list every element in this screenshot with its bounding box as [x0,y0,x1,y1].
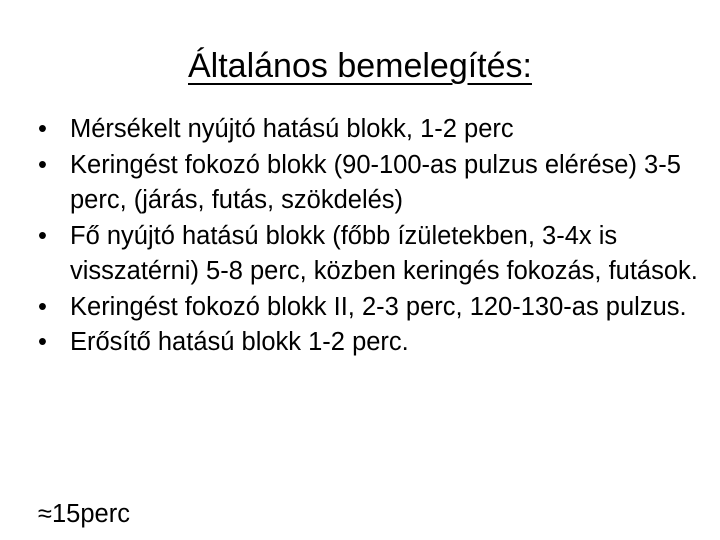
bullet-item [38,290,698,326]
total-duration-note: ≈15perc [38,500,130,528]
bullet-item [38,148,698,219]
bullet-icon: • [38,221,47,250]
bullet-text: Fő nyújtó hatású blokk (főbb ízületekben, 3-4x is visszatérni) 5-8 perc, közben keringés fokozás, futások. [70,221,698,285]
bullet-text: Keringést fokozó blokk (90-100-as pulzus elérése) 3-5 perc, (járás, futás, szökdelés) [70,150,681,214]
bullet-text: Erősítő hatású blokk 1-2 perc. [70,328,409,356]
slide-title-text: Általános bemelegítés: [188,47,532,85]
bullet-icon: • [38,292,47,321]
bullet-text: Keringést fokozó blokk II, 2-3 perc, 120-130-as pulzus. [70,292,687,321]
bullet-icon: • [38,328,47,356]
bullet-item [38,112,698,148]
slide-title [0,44,720,88]
bullet-item [38,325,698,361]
bullet-icon: • [38,115,47,143]
bullet-item [38,219,698,290]
bullet-text: Mérsékelt nyújtó hatású blokk, 1-2 perc [70,115,514,143]
bullet-list [38,112,698,361]
bullet-icon: • [38,150,47,179]
